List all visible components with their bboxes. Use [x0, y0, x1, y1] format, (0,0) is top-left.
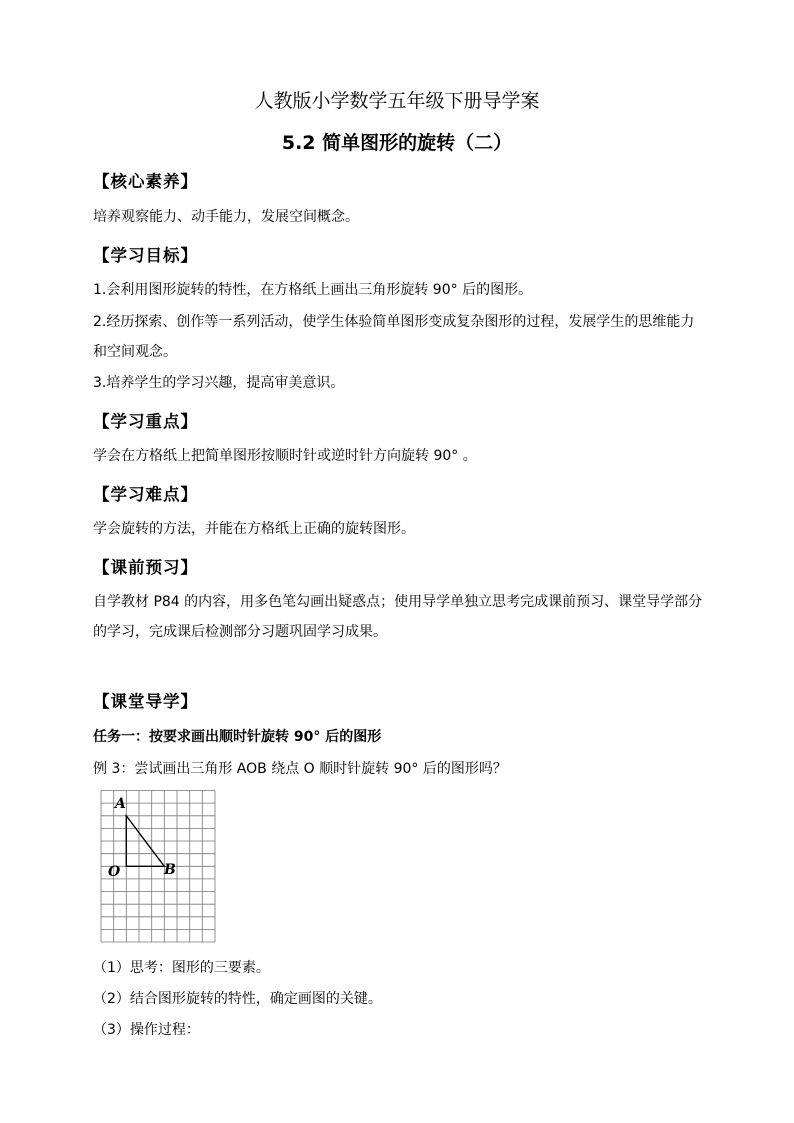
step-3: （3）操作过程： — [93, 1022, 200, 1038]
difficulty-text: 学会旋转的方法，并能在方格纸上正确的旋转图形。 — [93, 521, 415, 537]
point-a-label: A — [115, 796, 126, 812]
section-heading-key: 【学习重点】 — [93, 412, 198, 431]
example-question: 例 3：尝试画出三角形 AOB 绕点 O 顺时针旋转 90° 后的图形吗？ — [93, 761, 507, 777]
step-2: （2）结合图形旋转的特性，确定画图的关键。 — [93, 991, 382, 1007]
section-heading-preview: 【课前预习】 — [93, 558, 198, 577]
task-one-title: 任务一：按要求画出顺时针旋转 90° 后的图形 — [93, 729, 382, 745]
key-text: 学会在方格纸上把简单图形按顺时针或逆时针方向旋转 90° 。 — [93, 448, 477, 464]
preview-text: 自学教材 P84 的内容，用多色笔勾画出疑惑点；使用导学单独立思考完成课前预习、课堂导学部分的学习，完成课后检测部分习题巩固学习成果。 — [93, 594, 703, 640]
section-heading-classroom: 【课堂导学】 — [93, 692, 198, 711]
goal-item-1: 1.会利用图形旋转的特性，在方格纸上画出三角形旋转 90° 后的图形。 — [93, 282, 533, 298]
goal-item-3: 3.培养学生的学习兴趣，提高审美意识。 — [93, 375, 345, 391]
section-heading-core: 【核心素养】 — [93, 172, 198, 191]
section-heading-goals: 【学习目标】 — [93, 246, 198, 265]
section-heading-difficulty: 【学习难点】 — [93, 485, 198, 504]
point-o-label: O — [108, 864, 121, 880]
point-b-label: B — [164, 862, 176, 878]
document-title: 人教版小学数学五年级下册导学案 — [254, 90, 540, 112]
grid-figure-svg — [100, 790, 220, 945]
lesson-title: 5.2 简单图形的旋转（二） — [281, 132, 513, 154]
core-text: 培养观察能力、动手能力，发展空间概念。 — [93, 209, 359, 225]
rotation-figure — [100, 790, 220, 949]
goal-item-2: 2.经历探索、创作等一系列活动，使学生体验简单图形变成复杂图形的过程，发展学生的思维能力和空间观念。 — [93, 314, 695, 360]
step-1: （1）思考：图形的三要素。 — [93, 960, 270, 976]
